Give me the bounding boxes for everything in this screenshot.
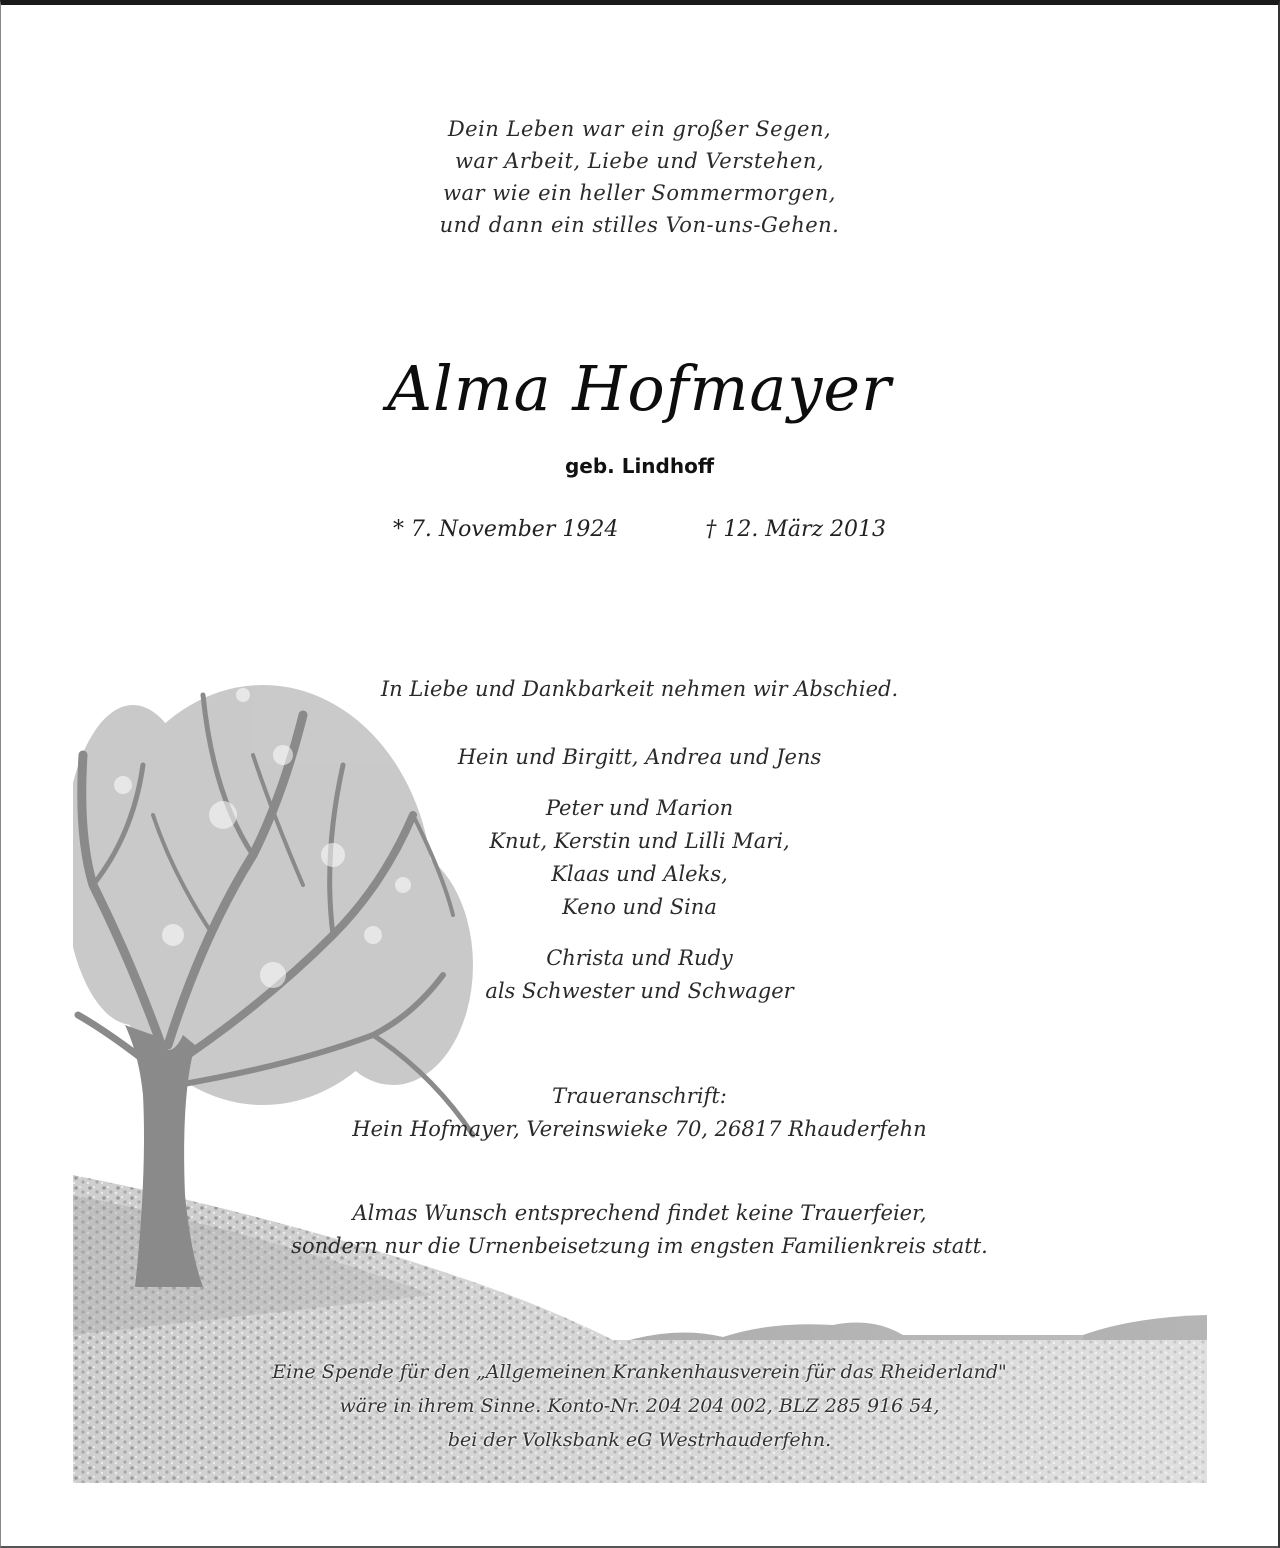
family-line: Peter und Marion [545, 796, 734, 820]
verse-line: war wie ein heller Sommermorgen, [443, 181, 836, 205]
life-dates [1, 517, 1278, 542]
death-date: † 12. März 2013 [705, 517, 887, 542]
donation-notice [1, 1355, 1278, 1457]
donation-line: Eine Spende für den „Allgemeinen Krankenhausverein für das Rheiderland" [272, 1361, 1007, 1383]
notice-line: sondern nur die Urnenbeisetzung im engsten Familienkreis statt. [291, 1234, 988, 1258]
address-label: Traueranschrift: [552, 1084, 727, 1108]
address-line: Hein Hofmayer, Vereinswieke 70, 26817 Rhauderfehn [352, 1117, 927, 1141]
verse-line: und dann ein stilles Von-uns-Gehen. [439, 213, 840, 237]
family-line: Christa und Rudy [546, 946, 733, 970]
verse-line: war Arbeit, Liebe und Verstehen, [454, 149, 825, 173]
family-line: Hein und Birgitt, Andrea und Jens [457, 745, 822, 769]
family-line: Klaas und Aleks, [551, 862, 728, 886]
family-line: als Schwester und Schwager [485, 979, 794, 1003]
verse-line: Dein Leben war ein großer Segen, [447, 117, 832, 141]
family-line: Knut, Kerstin und Lilli Mari, [489, 829, 790, 853]
donation-line: bei der Volksbank eG Westrhauderfehn. [447, 1429, 832, 1451]
mourning-address [1, 1080, 1278, 1146]
birth-date: * 7. November 1924 [392, 517, 619, 542]
farewell-text: In Liebe und Dankbarkeit nehmen wir Abschied. [380, 677, 899, 701]
funeral-notice [1, 1197, 1278, 1263]
poem-verse [1, 113, 1278, 241]
family-group [1, 741, 1278, 774]
maiden-name: geb. Lindhoff [564, 454, 715, 478]
family-group [1, 942, 1278, 1008]
family-line: Keno und Sina [562, 895, 717, 919]
notice-line: Almas Wunsch entsprechend findet keine Trauerfeier, [352, 1201, 927, 1225]
family-group [1, 792, 1278, 924]
deceased-name: Alma Hofmayer [387, 352, 892, 425]
donation-line: wäre in ihrem Sinne. Konto-Nr. 204 204 002, BLZ 285 916 54, [339, 1395, 940, 1417]
